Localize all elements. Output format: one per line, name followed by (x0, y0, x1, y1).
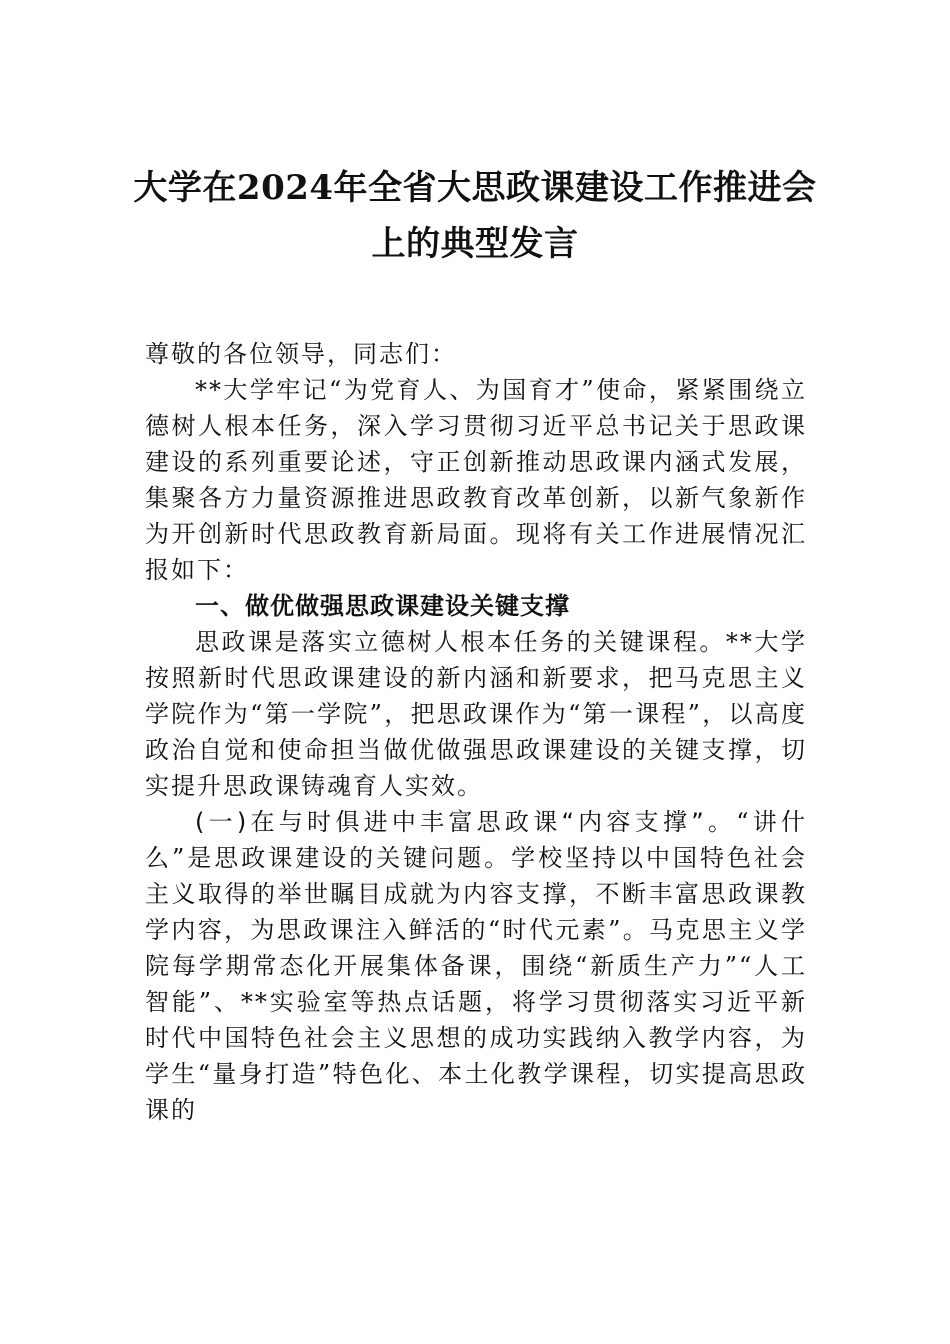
section-paragraph-1: 思政课是落实立德树人根本任务的关键课程。**大学按照新时代思政课建设的新内涵和新要求，把马克思主义学院作为“第一学院”，把思政课作为“第一课程”，以高度政治自觉和使命担当做优做强思政课建设的关键支撑，切实提升思政课铸魂育人实效。 (145, 628, 807, 800)
salutation: 尊敬的各位领导，同志们： (145, 340, 457, 368)
intro-paragraph: **大学牢记“为党育人、为国育才”使命，紧紧围绕立德树人根本任务，深入学习贯彻习近平总书记关于思政课建设的系列重要论述，守正创新推动思政课内涵式发展，集聚各方力量资源推进思政教育改革创新，以新气象新作为开创新时代思政教育新局面。现将有关工作进展情况汇报如下： (145, 376, 807, 584)
document-title: 大学在2024年全省大思政课建设工作推进会上的典型发言 (133, 168, 817, 264)
subsection-text-1: “讲什么”是思政课建设的关键问题。学校坚持以中国特色社会主义取得的举世瞩目成就为内容支撑，不断丰富思政课教学内容，为思政课注入鲜活的“时代元素”。马克思主义学院每学期常态化开展集体备课，围绕“新质生产力”“人工智能”、**实验室等热点话题，将学习贯彻落实习近平新时代中国特色社会主义思想的成功实践纳入教学内容，为学生“量身打造”特色化、本土化教学课程，切实提高思政课的 (145, 808, 807, 1124)
section-heading-1: 一、做优做强思政课建设关键支撑 (195, 592, 570, 620)
document-body (145, 336, 807, 1128)
subsection-paragraph-1 (145, 804, 807, 1128)
subsection-lead-1: (一)在与时俱进中丰富思政课“内容支撑”。 (195, 808, 737, 836)
